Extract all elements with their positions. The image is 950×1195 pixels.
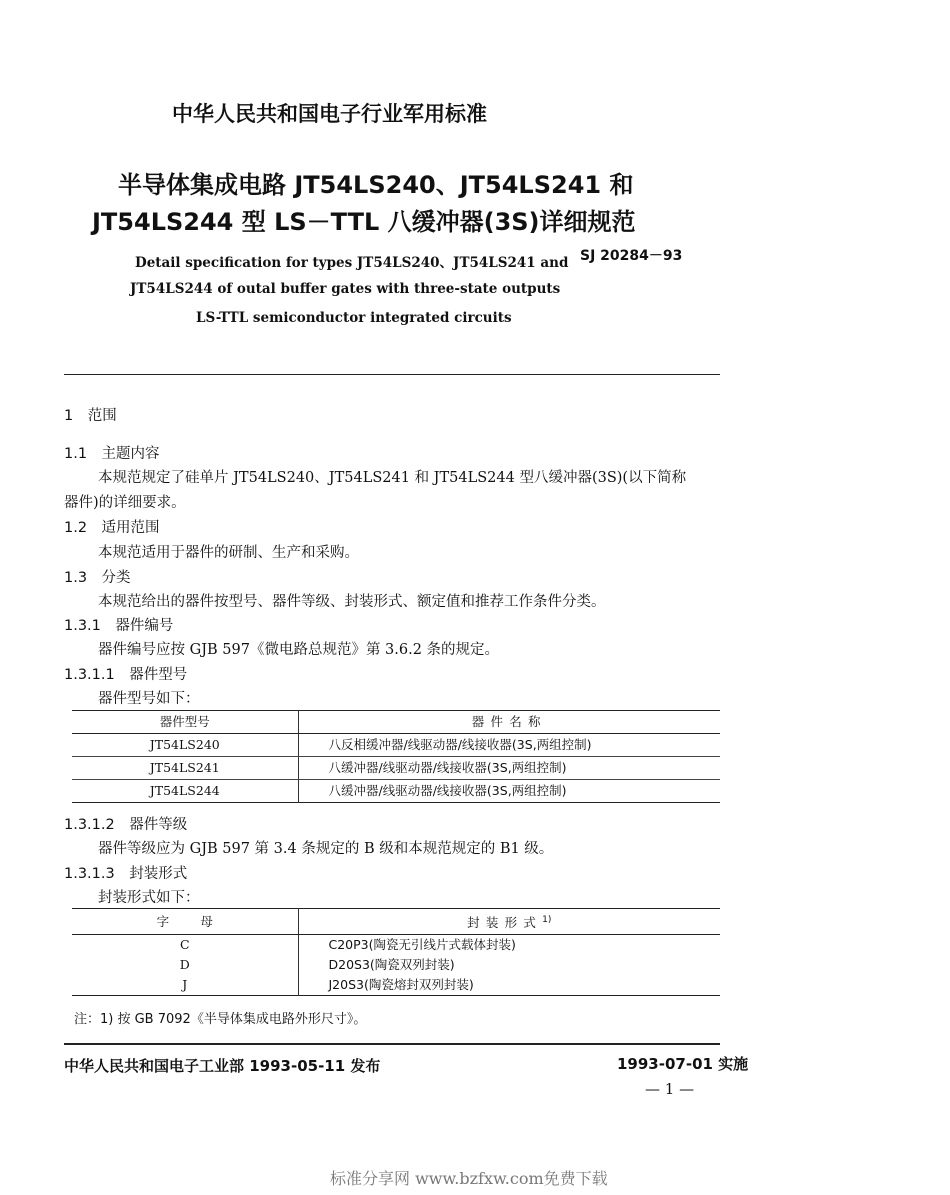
section-1-3-1-text: 器件编号应按 GJB 597《微电路总规范》第 3.6.2 条的规定。 — [98, 642, 500, 658]
section-1-3-1-2-text: 器件等级应为 GJB 597 第 3.4 条规定的 B 级和本规范规定的 B1 级。 — [98, 841, 554, 857]
package-name-cell: D20S3(陶瓷双列封装) — [328, 957, 455, 973]
section-1-3-text: 本规范给出的器件按型号、器件等级、封装形式、额定值和推荐工作条件分类。 — [98, 594, 606, 610]
table-row — [72, 935, 720, 956]
table-row — [72, 955, 720, 975]
section-1-3-heading: 1.3 分类 — [64, 570, 131, 586]
package-letter-cell: D — [72, 955, 298, 975]
english-title-line2: JT54LS244 of outal buffer gates with three-state outputs — [130, 281, 561, 297]
effective-date: 1993-07-01 实施 — [617, 1055, 749, 1073]
device-name-cell: 八反相缓冲器/线驱动器/线接收器(3S,两组控制) — [298, 734, 720, 757]
document-number: SJ 20284－93 — [580, 248, 683, 264]
column-header-model: 器件型号 — [72, 711, 298, 734]
table-row — [72, 780, 720, 803]
section-1-3-1-3-heading: 1.3.1.3 封装形式 — [64, 866, 188, 882]
device-model-cell: JT54LS244 — [72, 780, 298, 803]
column-header-package — [298, 909, 720, 935]
device-name-cell: 八缓冲器/线驱动器/线接收器(3S,两组控制) — [328, 783, 567, 798]
table-row — [72, 757, 720, 780]
device-model-cell: JT54LS240 — [72, 734, 298, 757]
section-1-2-text: 本规范适用于器件的研制、生产和采购。 — [98, 545, 359, 561]
section-1-1-heading: 1.1 主题内容 — [64, 446, 160, 462]
device-name-cell: 八缓冲器/线驱动器/线接收器(3S,两组控制) — [298, 757, 720, 780]
standard-organization: 中华人民共和国电子行业军用标准 — [172, 102, 487, 126]
section-1-3-1-heading: 1.3.1 器件编号 — [64, 618, 174, 634]
device-type-table — [72, 710, 720, 803]
table-row — [72, 734, 720, 757]
table-header-row — [72, 909, 720, 935]
column-header-package-text: 封装形式 — [467, 915, 543, 931]
section-1-2-heading: 1.2 适用范围 — [64, 520, 160, 536]
header-divider — [64, 374, 720, 375]
english-title-line1: Detail specification for types JT54LS240、JT54LS241 and — [135, 255, 569, 271]
footnote-marker: 1) — [542, 915, 552, 925]
issue-date: 中华人民共和国电子工业部 1993-05-11 发布 — [64, 1057, 381, 1075]
section-1-1-text-line2: 器件)的详细要求。 — [64, 495, 186, 511]
page-number: — 1 — — [645, 1080, 695, 1098]
section-1-heading: 1 范围 — [64, 408, 117, 424]
package-letter-cell: J — [72, 975, 298, 996]
section-1-3-1-2-heading: 1.3.1.2 器件等级 — [64, 817, 188, 833]
package-type-table — [72, 908, 720, 996]
device-model-cell: JT54LS241 — [72, 757, 298, 780]
section-1-3-1-1-text: 器件型号如下： — [98, 691, 200, 707]
section-1-3-1-1-heading: 1.3.1.1 器件型号 — [64, 667, 188, 683]
column-header-name: 器件名称 — [298, 711, 720, 734]
footnote: 注：1) 按 GB 7092《半导体集成电路外形尺寸》。 — [74, 1012, 367, 1027]
document-title-line1: 半导体集成电路 JT54LS240、JT54LS241 和 — [118, 171, 634, 199]
table-row — [72, 975, 720, 996]
footer-divider — [64, 1043, 720, 1045]
english-title-line3: LS-TTL semiconductor integrated circuits — [196, 310, 512, 326]
package-name-cell: C20P3(陶瓷无引线片式载体封装) — [328, 937, 516, 953]
section-1-3-1-3-text: 封装形式如下： — [98, 890, 200, 906]
watermark: 标准分享网 www.bzfxw.com免费下载 — [330, 1169, 608, 1188]
section-1-1-text-line1: 本规范规定了硅单片 JT54LS240、JT54LS241 和 JT54LS244 型八缓冲器(3S)(以下简称 — [98, 470, 687, 486]
column-header-letter: 字母 — [72, 909, 298, 935]
table-header-row — [72, 711, 720, 734]
package-letter-cell: C — [72, 935, 298, 956]
package-name-cell: J20S3(陶瓷熔封双列封装) — [328, 977, 474, 993]
document-title-line2: JT54LS244 型 LS－TTL 八缓冲器(3S)详细规范 — [92, 208, 636, 236]
